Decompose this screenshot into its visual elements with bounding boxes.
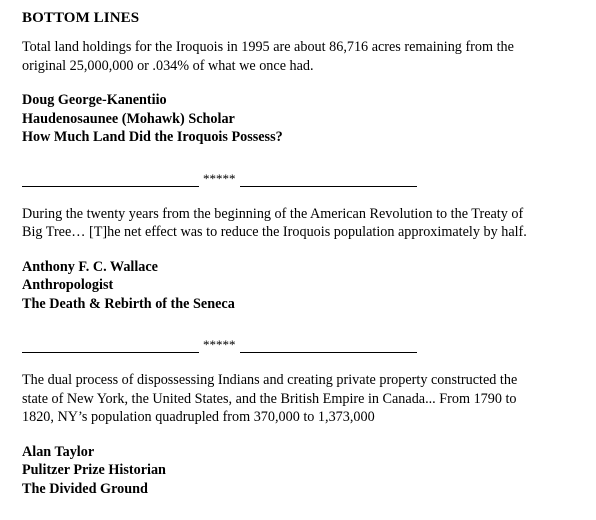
quote-block xyxy=(22,205,594,314)
quote-line: 1820, NY’s population quadrupled from 370,000 to 1,373,000 xyxy=(22,409,375,425)
quote-line: Big Tree… [T]he net effect was to reduce the Iroquois population approximately by half. xyxy=(22,224,527,240)
quote-line: Total land holdings for the Iroquois in 1995 are about 86,716 acres remaining from the xyxy=(22,39,514,55)
attribution-role: Anthropologist xyxy=(22,277,114,293)
quote-line: original 25,000,000 or .034% of what we once had. xyxy=(22,57,314,74)
quote-line: During the twenty years from the beginning of the American Revolution to the Treaty of xyxy=(22,205,524,222)
attribution-author: Anthony F. C. Wallace xyxy=(22,258,158,275)
quote-text xyxy=(22,38,594,75)
quote-line: The dual process of dispossessing Indians and creating private property constructed the xyxy=(22,372,518,388)
attribution xyxy=(22,91,594,147)
attribution-source: The Divided Ground xyxy=(22,480,148,497)
attribution xyxy=(22,443,594,499)
separator-stars: ***** xyxy=(203,337,236,352)
section-separator xyxy=(22,335,594,353)
quote-text xyxy=(22,371,594,427)
attribution-source: How Much Land Did the Iroquois Possess? xyxy=(22,129,283,145)
attribution-source: The Death & Rebirth of the Seneca xyxy=(22,295,235,312)
quote-block xyxy=(22,38,594,147)
separator-rule-right xyxy=(240,174,417,187)
attribution-author: Alan Taylor xyxy=(22,443,95,460)
quote-block xyxy=(22,371,594,498)
attribution xyxy=(22,258,594,314)
separator-rule-left xyxy=(22,174,199,187)
attribution-author: Doug George-Kanentiio xyxy=(22,92,167,108)
document-page xyxy=(22,9,594,498)
quote-line: state of New York, the United States, and the British Empire in Canada... From 1790 to xyxy=(22,390,517,407)
attribution-role: Haudenosaunee (Mohawk) Scholar xyxy=(22,110,235,127)
page-title: BOTTOM LINES xyxy=(22,10,140,26)
separator-rule-left xyxy=(22,340,199,353)
section-separator xyxy=(22,169,594,187)
quote-text xyxy=(22,205,594,242)
separator-rule-right xyxy=(240,340,417,353)
attribution-role: Pulitzer Prize Historian xyxy=(22,462,166,478)
separator-stars: ***** xyxy=(203,170,236,186)
